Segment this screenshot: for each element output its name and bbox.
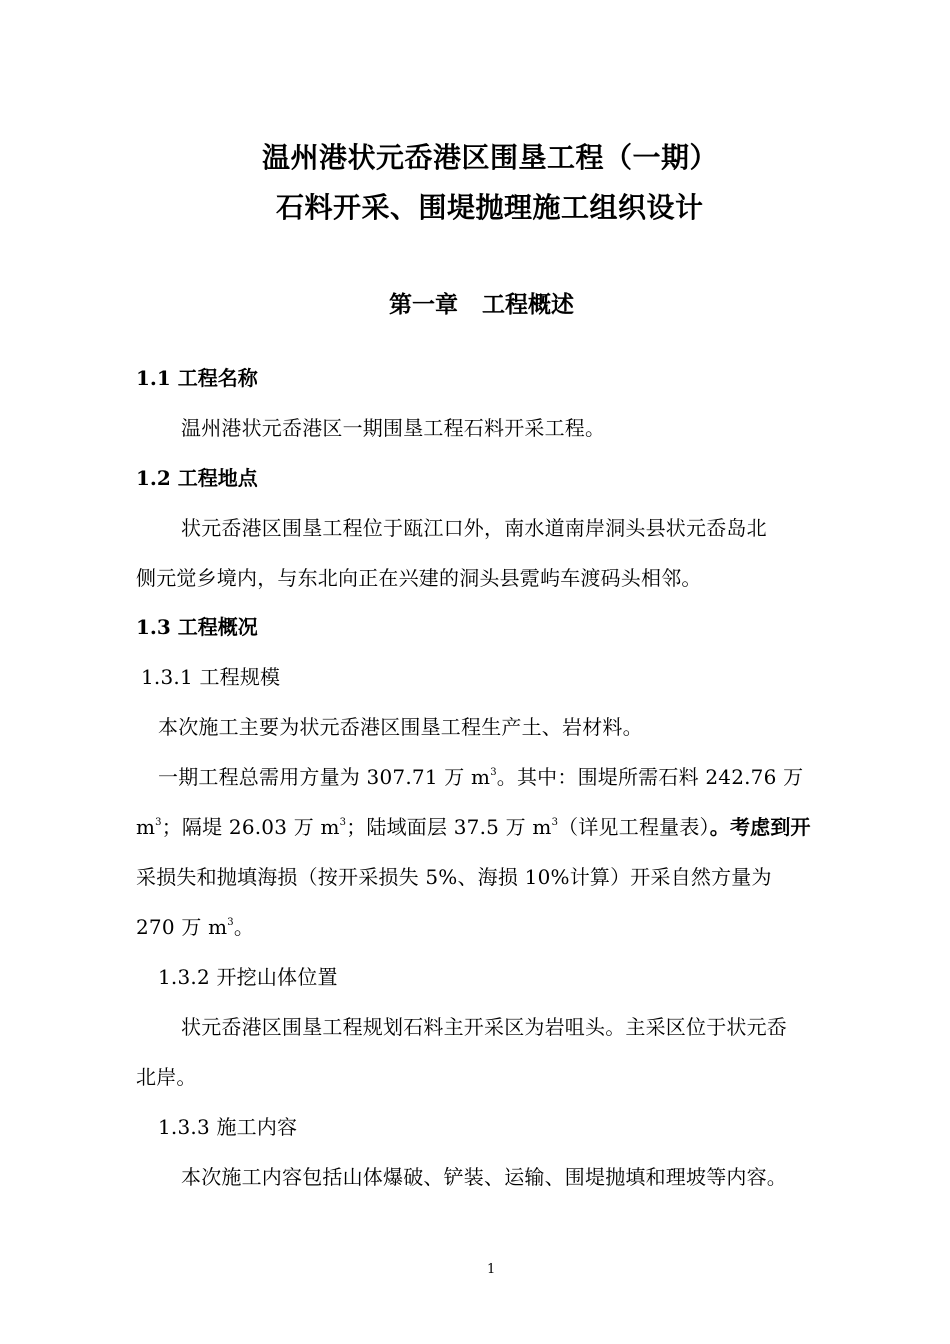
text-run: 。其中：围堤所需石料 242.76 万 xyxy=(496,765,804,789)
section-1-1-text: 温州港状元岙港区一期围垦工程石料开采工程。 xyxy=(181,416,606,440)
text-run: 。 xyxy=(233,915,255,939)
chapter-number: 第一章 xyxy=(389,291,458,318)
text-run: 。考虑到开 xyxy=(709,815,811,839)
superscript: 3 xyxy=(155,817,162,828)
text-run: （详见工程量表） xyxy=(558,815,710,839)
subsection-1-3-2-line-2: 北岸。 xyxy=(136,1065,197,1089)
subsection-1-3-1-paragraph-2-line-2 xyxy=(136,811,811,840)
subsection-1-3-3-text: 本次施工内容包括山体爆破、铲装、运输、围堤抛填和理坡等内容。 xyxy=(181,1165,787,1189)
section-1-2-line-2: 侧元觉乡境内，与东北向正在兴建的洞头县霓屿车渡码头相邻。 xyxy=(136,566,702,590)
subsection-1-3-1-paragraph-2-line-4 xyxy=(136,911,254,940)
section-heading-1-1: 1.1 工程名称 xyxy=(136,366,258,390)
subsection-heading-1-3-2: 1.3.2 开挖山体位置 xyxy=(158,965,338,989)
subsection-heading-1-3-3: 1.3.3 施工内容 xyxy=(158,1115,298,1139)
subsection-heading-1-3-1: 1.3.1 工程规模 xyxy=(141,665,281,689)
subsection-1-3-2-line-1: 状元岙港区围垦工程规划石料主开采区为岩咀头。主采区位于状元岙 xyxy=(181,1015,787,1039)
chapter-name: 工程概述 xyxy=(482,291,574,318)
document-title-line-2: 石料开采、围堤抛理施工组织设计 xyxy=(276,191,704,224)
superscript: 3 xyxy=(227,917,234,928)
document-title-line-1: 温州港状元岙港区围垦工程（一期） xyxy=(262,141,719,174)
superscript: 3 xyxy=(551,817,559,828)
superscript: 3 xyxy=(490,767,497,778)
chapter-heading xyxy=(389,286,574,319)
section-heading-1-3: 1.3 工程概况 xyxy=(136,615,258,639)
page-number: 1 xyxy=(487,1262,496,1277)
section-1-2-line-1: 状元岙港区围垦工程位于瓯江口外，南水道南岸洞头县状元岙岛北 xyxy=(181,516,767,540)
superscript: 3 xyxy=(339,817,347,828)
text-run: m xyxy=(136,815,156,839)
text-run: ；陆域面层 37.5 万 m xyxy=(346,815,552,839)
subsection-1-3-1-paragraph-2-line-3: 采损失和抛填海损（按开采损失 5%、海损 10%计算）开采自然方量为 xyxy=(136,865,772,889)
subsection-1-3-1-paragraph-2-line-1 xyxy=(158,761,803,790)
section-heading-1-2: 1.2 工程地点 xyxy=(136,466,258,490)
subsection-1-3-1-paragraph-1: 本次施工主要为状元岙港区围垦工程生产土、岩材料。 xyxy=(158,715,643,739)
text-run: ；隔堤 26.03 万 m xyxy=(161,815,340,839)
text-run: 一期工程总需用方量为 307.71 万 m xyxy=(158,765,491,789)
text-run: 270 万 m xyxy=(136,915,228,939)
